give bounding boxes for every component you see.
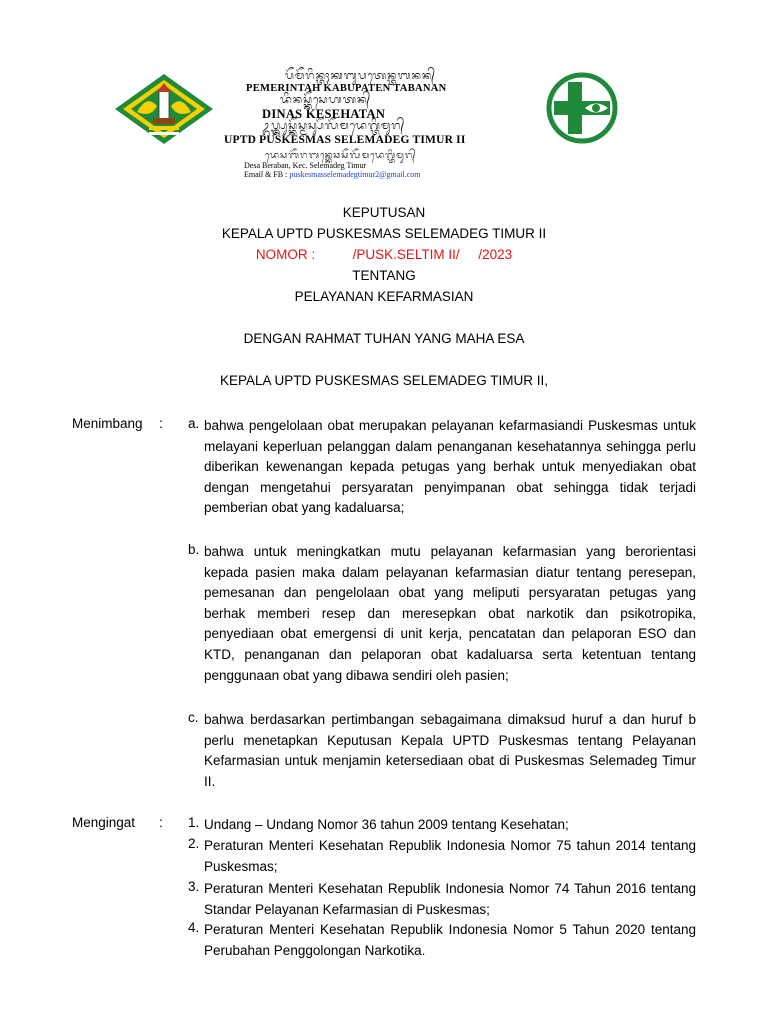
decree-number: NOMOR : /PUSK.SELTIM II/ /2023 <box>255 247 513 262</box>
mengingat-item-4: Peraturan Menteri Kesehatan Republik Indonesia Nomor 5 Tahun 2020 tentang Perubahan Penggolongan Narkotika. <box>204 922 696 958</box>
mengingat-colon: : <box>159 815 163 830</box>
agency-name: DINAS KESEHATAN <box>262 107 386 121</box>
mengingat-item-3: Peraturan Menteri Kesehatan Republik Indonesia Nomor 74 Tahun 2016 tentang Standar Pelayanan Kefarmasian di Puskesmas; <box>204 881 696 917</box>
unit-name: UPTD PUSKESMAS SELEMADEG TIMUR II <box>224 134 466 146</box>
menimbang-item-c: bahwa berdasarkan pertimbangan sebagaimana dimaksud huruf a dan huruf b perlu menetapkan Keputusan Kepala UPTD Puskesmas tentang Pelayanan Kefarmasian untuk menjamin ketersediaan obat di Puskesmas Selemadeg Timur II. <box>204 712 696 789</box>
contact-line <box>244 170 420 179</box>
letterhead <box>224 70 530 180</box>
balinese-script-line: ᬤᬶᬦᬲ᭄ᬓᭂᬲᬾᬳᬢᬦ᭄ <box>280 94 372 106</box>
official-title: KEPALA UPTD PUSKESMAS SELEMADEG TIMUR II, <box>219 373 549 388</box>
menimbang-colon: : <box>159 416 163 431</box>
mengingat-label: Mengingat <box>72 815 136 830</box>
mengingat-item-2: Peraturan Menteri Kesehatan Republik Indonesia Nomor 75 tahun 2014 tentang Puskesmas; <box>204 838 696 874</box>
menimbang-marker-c: c. <box>188 710 199 725</box>
menimbang-marker-a: a. <box>188 416 200 431</box>
menimbang-label: Menimbang <box>72 416 143 431</box>
email-label: Email & FB : <box>244 170 290 179</box>
tabanan-regency-emblem-icon <box>113 72 215 146</box>
menimbang-item-a: bahwa pengelolaan obat merupakan pelayanan kefarmasiandi Puskesmas untuk melayani keperluan pelanggan dalam penanganan kesehatannya sehingga perlu diberikan kewenangan kepada petugas yang berhak untuk menyediakan obat dengan mengetahui persyaratan penyimpanan obat sehingga tidak terjadi pemberian obat yang kadaluarsa; <box>204 418 696 516</box>
opening-phrase: DENGAN RAHMAT TUHAN YANG MAHA ESA <box>243 331 525 346</box>
mengingat-marker-3: 3. <box>188 879 200 894</box>
menimbang-marker-b: b. <box>188 542 200 557</box>
about-label: TENTANG <box>352 268 416 283</box>
address: Desa Beraban, Kec. Selemadeg Timur <box>244 161 367 170</box>
decree-issuer: KEPALA UPTD PUSKESMAS SELEMADEG TIMUR II <box>221 226 547 241</box>
mengingat-item-1: Undang – Undang Nomor 36 tahun 2009 tentang Kesehatan; <box>204 817 569 832</box>
balinese-script-line: ᬧᭂᬫᭂᬭᬶᬦ᭄ᬢᬄᬓᬩᬸᬧᬢᬾᬦ᭄ᬢᬩᬦᬦ᭄ <box>285 70 437 82</box>
health-cross-logo-icon <box>530 72 634 144</box>
government-name: PEMERINTAH KABUPATEN TABANAN <box>246 83 447 94</box>
balinese-script-line: ᬉᬧ᭄ᬢ᭄ᬤ᭄ᬧᬸᬲ᭄ᬓᭂᬲ᭄ᬫᬲ᭄ᬲᭂᬮᭂᬫᬤᬾᬕ᭄ᬢᬶᬫᬸᬭ᭄ <box>262 120 406 132</box>
mengingat-marker-4: 4. <box>188 920 200 935</box>
mengingat-marker-1: 1. <box>188 815 200 830</box>
mengingat-marker-2: 2. <box>188 836 200 851</box>
menimbang-item-b: bahwa untuk meningkatkan mutu pelayanan kefarmasian yang berorientasi kepada pasien maka dalam pelayanan kefarmasian diatur tentang peresepan, pemesanan dan pengelolaan obat yang meliputi persyaratan petugas yang berhak memberi resep dan meresepkan obat narkotik dan psikotropika, penyediaan obat emergensi di unit kerja, pencatatan dan pelaporan ESO dan KTD, penanganan dan pelaporan obat kadaluarsa serta ketentuan tentang penggunaan obat yang dibawa sendiri oleh pasien; <box>204 544 696 683</box>
email-link[interactable]: puskesmasselemadegtimur2@gmail.com <box>289 170 421 179</box>
balinese-script-line: ᬤᬾᬲᬩᭂᬭᬩᬦ᭄ᬓᬾᬘᬲᭂᬮᭂᬫᬤᬾᬕ᭄ᬢᬶᬫᬸᬭ᭄ <box>265 150 417 160</box>
decree-subject: PELAYANAN KEFARMASIAN <box>294 289 474 304</box>
decree-title: KEPUTUSAN <box>342 205 426 220</box>
